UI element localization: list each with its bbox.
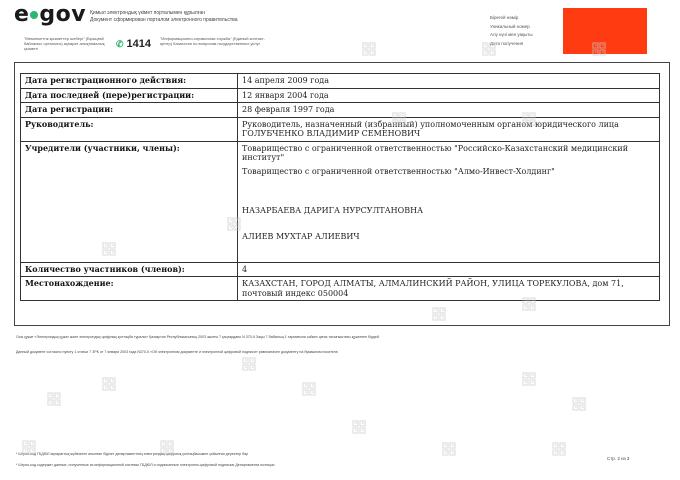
row-value: 28 февраля 1997 года [238, 103, 660, 118]
egov-logo: e gov [14, 2, 87, 27]
row-label: Дата последней (пере)регистрации: [21, 88, 238, 103]
ornament-watermark-icon [350, 418, 368, 436]
count-value: 4 [238, 262, 660, 277]
portal-caption [90, 10, 238, 23]
row-value: Руководитель, назначенный (избранный) уполномоченным органом юридического лица ГОЛУБЧЕНКО ВЛАДИМИР СЕМЕНОВИЧ [238, 117, 660, 141]
phone-icon: ✆ [116, 39, 124, 49]
ornament-watermark-icon [300, 380, 318, 398]
contact-center-kz: "Мемлекеттік қызметтер шебері" (Бірыңғай байланыс орталығы) ақпарат анықтамалық қызметі [24, 36, 105, 51]
ornament-watermark-icon [430, 305, 448, 323]
table-row [21, 117, 660, 141]
ornament-watermark-icon [520, 370, 538, 388]
ornament-watermark-icon [20, 438, 38, 456]
legal-note-ru: Данный документ согласно пункту 1 статьи 7 ЗРК от 7 января 2003 года N370-II «Об электронном документе и электронной цифровой подписи» равнозначен документу на бумажном носителе. [16, 350, 339, 354]
logo-dot-icon [30, 11, 38, 19]
founders-cell [238, 141, 660, 262]
row-label: Дата регистрации: [21, 103, 238, 118]
ornament-watermark-icon [550, 440, 568, 458]
count-label: Количество участников (членов): [21, 262, 238, 277]
unique-number-kz: Бірегей нөмір [490, 15, 519, 20]
location-label: Местонахождение: [21, 277, 238, 301]
receipt-date-kz: Алу күні мен уақыты [490, 32, 533, 37]
row-value: 12 января 2004 года [238, 88, 660, 103]
barcode-note-ru: * Штрих-код содержит данные, полученные из информационной системы ГБДЮЛ и подписанные электронно-цифровой подписью Департамента юстиции [16, 463, 275, 467]
ornament-watermark-icon [390, 110, 408, 128]
unique-number-ru: Уникальный номер [490, 23, 530, 29]
table-row [21, 88, 660, 103]
ornament-watermark-icon [225, 215, 243, 233]
ornament-watermark-icon [520, 110, 538, 128]
registry-table [20, 73, 660, 301]
barcode-note-kz: * Штрих-код ГБДЮЛ ақпараттық жүйесінен алынған Әділет департаментінің электрондық-цифрлық қолтаңбасымен қойылған деректер бар [16, 452, 249, 456]
row-label: Руководитель: [21, 117, 238, 141]
ornament-watermark-icon [570, 395, 588, 413]
ornament-watermark-icon [440, 440, 458, 458]
founder-person: АЛИЕВ МУХТАР АЛИЕВИЧ [242, 231, 360, 241]
ornament-watermark-icon [590, 40, 608, 58]
location-value: КАЗАХСТАН, ГОРОД АЛМАТЫ, АЛМАЛИНСКИЙ РАЙОН, УЛИЦА ТОРЕКУЛОВА, дом 71, почтовый индекс 050004 [238, 277, 660, 301]
founder-entry: Товарищество с ограниченной ответственностью "Алмо-Инвест-Холдинг" [242, 166, 555, 176]
portal-line-kz: Қимыл электрондық үкімет порталымен құрылған [90, 10, 206, 16]
table-row [21, 277, 660, 301]
founder-entry: Товарищество с ограниченной ответственностью "Российско-Казахстанский медицинский институт" [242, 143, 629, 162]
contact-center-ru: "Информационно-справочная служба" (Единый контакт-центр) Казахстан по вопросам государственных услуг [160, 36, 265, 46]
founder-person: НАЗАРБАЕВА ДАРИГА НУРСУЛТАНОВНА [242, 206, 424, 215]
ornament-watermark-icon [480, 40, 498, 58]
receipt-date-ru: Дата получения [490, 40, 524, 46]
portal-line-ru: Документ сформирован порталом электронного правительства [90, 16, 238, 23]
legal-note-kz: Осы құжат «Электрондық құжат және электрондық цифрлық қолтаңба туралы» Қазақстан Республикасының 2003 жылғы 7 қаңтардағы N 370-II Заңы 7 бабының 1 тармағына сәйкес қағаз тасығыштағы құжатпен бірдей. [16, 335, 380, 339]
ornament-watermark-icon [158, 438, 176, 456]
phone-number [116, 38, 151, 50]
ornament-watermark-icon [100, 375, 118, 393]
ornament-watermark-icon [100, 240, 118, 258]
ornament-watermark-icon [240, 355, 258, 373]
phone-text: 1414 [126, 38, 152, 50]
ornament-watermark-icon [520, 295, 538, 313]
founders-label: Учредители (участники, члены): [21, 141, 238, 262]
row-value: 14 апреля 2009 года [238, 74, 660, 89]
page-number: Стр. 2 из 3 [607, 456, 630, 461]
row-label: Дата регистрационного действия: [21, 74, 238, 89]
table-row [21, 74, 660, 89]
ornament-watermark-icon [45, 390, 63, 408]
table-row [21, 103, 660, 118]
table-row [21, 262, 660, 277]
ornament-watermark-icon [360, 40, 378, 58]
